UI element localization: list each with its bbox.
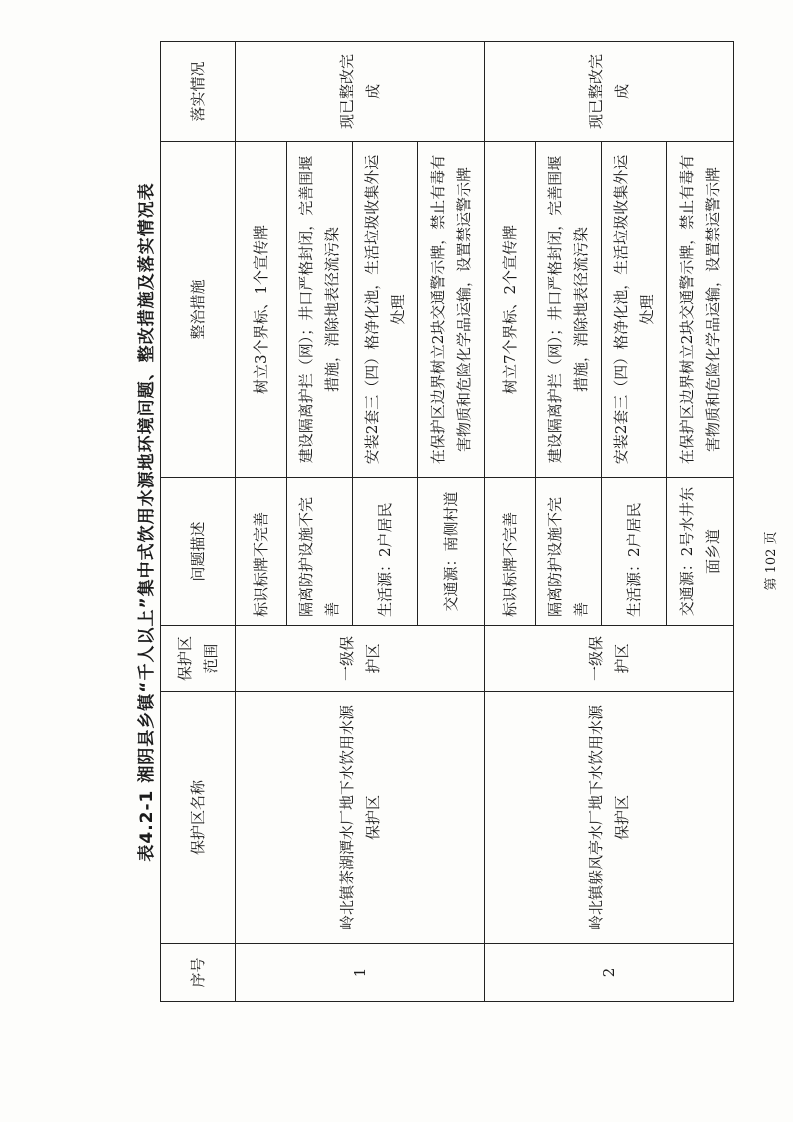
table-row — [236, 42, 287, 1002]
protection-range: 一级保护区 — [485, 626, 734, 692]
problem-cell: 生活源：2户居民 — [601, 478, 667, 626]
header-problem: 问题描述 — [161, 478, 236, 626]
problem-cell: 隔离防护设施不完善 — [536, 478, 602, 626]
protection-range: 一级保护区 — [236, 626, 485, 692]
header-row — [161, 42, 236, 1002]
problem-cell: 标识标牌不完善 — [485, 478, 536, 626]
page-number: 第 102 页 — [764, 531, 779, 591]
status-cell: 现已整改完成 — [485, 42, 734, 142]
header-index: 序号 — [161, 944, 236, 1002]
measure-cell: 在保护区边界树立2块交通警示牌，禁止有毒有害物质和危险化学品运输，设置禁运警示牌 — [667, 142, 734, 478]
status-cell: 现已整改完成 — [236, 42, 485, 142]
row-index: 2 — [485, 944, 734, 1002]
header-measure: 整治措施 — [161, 142, 236, 478]
table-title: 表4.2-1 湘阴县乡镇“千人以上”集中式饮用水源地环境问题、整改措施及落实情况表 — [137, 182, 157, 862]
protection-area-name: 岭北镇茶湖潭水厂地下水饮用水源保护区 — [236, 692, 485, 944]
problem-cell: 隔离防护设施不完善 — [287, 478, 353, 626]
measure-cell: 安装2套三（四）格净化池，生活垃圾收集外运处理 — [352, 142, 418, 478]
measure-cell: 树立3个界标、1个宣传牌 — [236, 142, 287, 478]
problem-cell: 交通源：南侧村道 — [418, 478, 485, 626]
header-status: 落实情况 — [161, 42, 236, 142]
measure-cell: 在保护区边界树立2块交通警示牌，禁止有毒有害物质和危险化学品运输，设置禁运警示牌 — [418, 142, 485, 478]
measure-cell: 建设隔离护拦（网）；井口严格封闭，完善围堰措施，消除地表径流污染 — [536, 142, 602, 478]
measure-cell: 建设隔离护拦（网）；井口严格封闭，完善围堰措施，消除地表径流污染 — [287, 142, 353, 478]
header-name: 保护区名称 — [161, 692, 236, 944]
table-row — [485, 42, 536, 1002]
problem-cell: 交通源：2号水井东面乡道 — [667, 478, 734, 626]
header-range: 保护区范围 — [161, 626, 236, 692]
problem-cell: 标识标牌不完善 — [236, 478, 287, 626]
measure-cell: 安装2套三（四）格净化池，生活垃圾收集外运处理 — [601, 142, 667, 478]
problem-cell: 生活源：2户居民 — [352, 478, 418, 626]
measure-cell: 树立7个界标、2个宣传牌 — [485, 142, 536, 478]
protection-area-name: 岭北镇躲风亭水厂地下水饮用水源保护区 — [485, 692, 734, 944]
row-index: 1 — [236, 944, 485, 1002]
remediation-table — [160, 41, 734, 1002]
